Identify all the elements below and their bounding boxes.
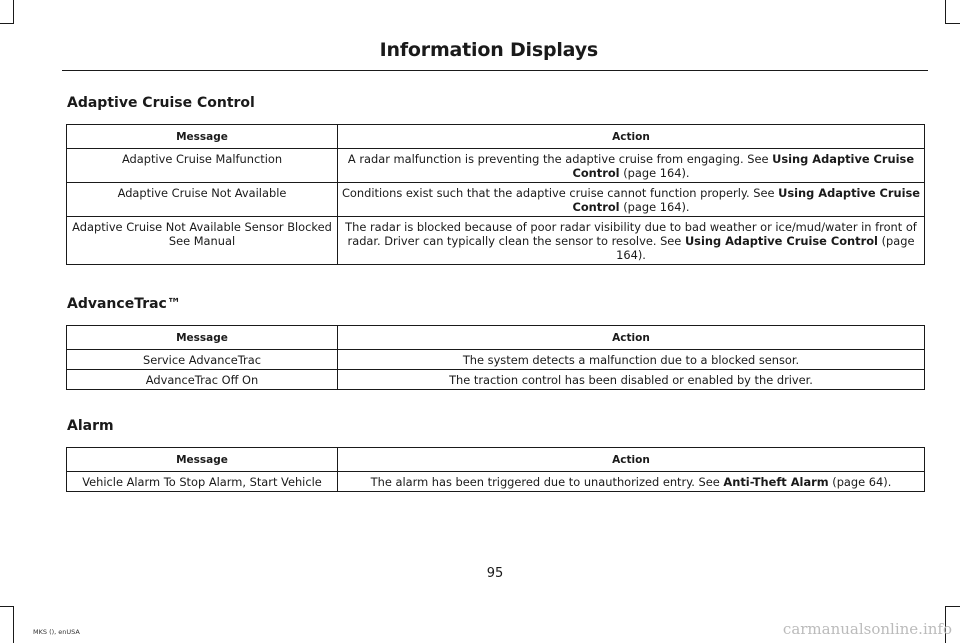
action-cell bbox=[338, 217, 925, 265]
action-text: Conditions exist such that the adaptive cruise cannot function properly. See bbox=[341, 186, 775, 200]
table-row bbox=[67, 149, 925, 183]
action-cell: The system detects a malfunction due to a blocked sensor. bbox=[338, 350, 925, 370]
section-title-adaptive-cruise: Adaptive Cruise Control bbox=[67, 95, 255, 111]
action-cell: The traction control has been disabled or enabled by the driver. bbox=[338, 370, 925, 390]
page-header bbox=[62, 30, 928, 71]
table-row bbox=[67, 370, 925, 390]
crop-mark bbox=[945, 0, 946, 24]
page-reference-link[interactable]: Using Adaptive Cruise Control bbox=[572, 152, 915, 180]
page-reference-link[interactable]: Using Adaptive Cruise Control bbox=[684, 234, 878, 248]
message-cell: Adaptive Cruise Not Available Sensor Blocked See Manual bbox=[67, 217, 338, 265]
action-cell bbox=[338, 149, 925, 183]
column-header-action: Action bbox=[338, 448, 925, 472]
table-adaptive-cruise bbox=[66, 124, 925, 265]
table-advancetrac bbox=[66, 325, 925, 390]
section-title-advancetrac: AdvanceTrac™ bbox=[67, 296, 181, 312]
message-cell: Adaptive Cruise Not Available bbox=[67, 183, 338, 217]
crop-mark bbox=[946, 606, 960, 607]
table-alarm bbox=[66, 447, 925, 492]
column-header-message: Message bbox=[67, 125, 338, 149]
column-header-message: Message bbox=[67, 448, 338, 472]
message-cell: AdvanceTrac Off On bbox=[67, 370, 338, 390]
column-header-message: Message bbox=[67, 326, 338, 350]
page-reference: (page 164). bbox=[616, 234, 915, 262]
action-cell bbox=[338, 183, 925, 217]
table-header-row bbox=[67, 326, 925, 350]
table-row bbox=[67, 217, 925, 265]
page-title: Information Displays bbox=[379, 39, 598, 61]
table-row bbox=[67, 472, 925, 492]
watermark: carmanualsonline.info bbox=[782, 620, 952, 638]
page-reference: (page 164). bbox=[623, 200, 690, 214]
message-cell: Vehicle Alarm To Stop Alarm, Start Vehicle bbox=[67, 472, 338, 492]
footer-code: MKS (), enUSA bbox=[33, 628, 80, 636]
table-row bbox=[67, 183, 925, 217]
table-row bbox=[67, 350, 925, 370]
action-text: The alarm has been triggered due to unauthorized entry. See bbox=[370, 475, 720, 489]
column-header-action: Action bbox=[338, 326, 925, 350]
page-reference: (page 164). bbox=[623, 166, 690, 180]
message-cell: Adaptive Cruise Malfunction bbox=[67, 149, 338, 183]
section-title-alarm: Alarm bbox=[67, 418, 114, 434]
crop-mark bbox=[0, 606, 14, 607]
action-text: A radar malfunction is preventing the adaptive cruise from engaging. See bbox=[347, 152, 769, 166]
page-reference-link[interactable]: Anti-Theft Alarm bbox=[723, 475, 829, 489]
column-header-action: Action bbox=[338, 125, 925, 149]
table-header-row bbox=[67, 448, 925, 472]
crop-mark bbox=[946, 23, 960, 24]
page-number: 95 bbox=[486, 566, 504, 581]
crop-mark bbox=[13, 606, 14, 643]
action-text: The radar is blocked because of poor radar visibility due to bad weather or ice/mud/water in front of radar. Driver can typically clean the sensor to resolve. See bbox=[345, 220, 917, 248]
table-header-row bbox=[67, 125, 925, 149]
action-cell bbox=[338, 472, 925, 492]
page-reference-link[interactable]: Using Adaptive Cruise Control bbox=[572, 186, 921, 214]
message-cell: Service AdvanceTrac bbox=[67, 350, 338, 370]
crop-mark bbox=[0, 23, 14, 24]
crop-mark bbox=[13, 0, 14, 24]
page-reference: (page 64). bbox=[832, 475, 892, 489]
